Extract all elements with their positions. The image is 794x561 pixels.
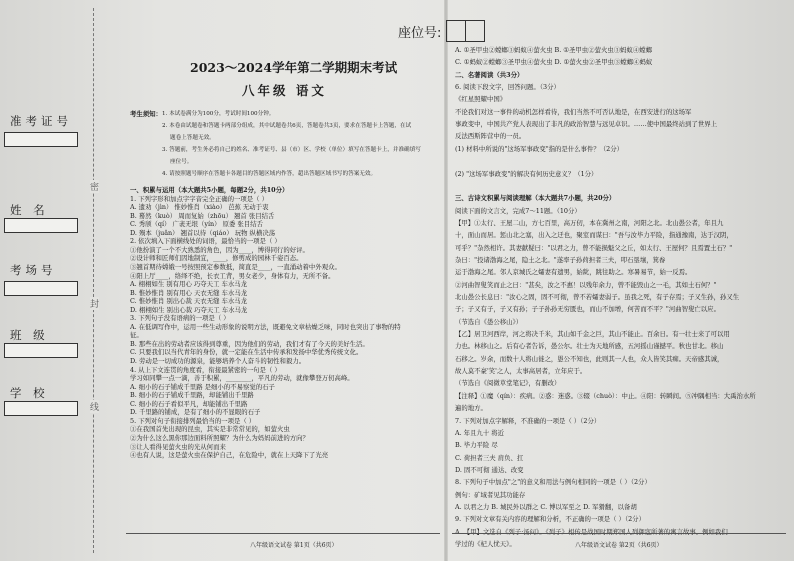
page-fold xyxy=(444,0,448,561)
text-line: ②为什么这么黑你那边面料所照耀？为什么为妈妈前进的方向？ xyxy=(130,433,309,442)
note-line: 2. 本卷由试题卷和答题卡两部分组成，其中试题卷共6页，答题卷共3页，要求在答题卡上答题，在试 xyxy=(162,123,412,129)
text-line: C. ①蚂蚁②螳螂③圣甲虫④萤火虫 D. ①萤火虫②圣甲虫③螳螂④蚂蚁 xyxy=(455,58,653,67)
binding-label: 姓 名 xyxy=(10,203,49,217)
text-line: 三、古诗文积累与阅读理解（本大题共7小题，共20分） xyxy=(455,194,616,203)
exam-title: 2023～2024学年第二学期期末考试 xyxy=(190,60,398,75)
text-line: ①他扮演了一个不大熟悉的角色，因为____，博得同行的好评。 xyxy=(130,245,309,254)
text-line: 【甲】①太行、王屋二山，方七百里，高万仞，本在冀州之南，河阳之北。北山愚公者，年且九 xyxy=(455,218,724,227)
exam-subtitle: 八年级 语文 xyxy=(242,83,327,98)
seal-char: 密 xyxy=(90,180,99,193)
text-line: A. ①圣甲虫②螳螂③蚂蚁④萤火虫 B. ①圣甲虫②萤火虫③蚂蚁④螳螂 xyxy=(455,46,653,54)
text-line: 事政变中，中国共产党人表现出了非凡的政治智慧与远见卓识。……使中国最终站到了世界上 xyxy=(455,120,718,129)
class-box[interactable] xyxy=(4,343,78,358)
text-line: 遍的地方。 xyxy=(455,404,487,413)
text-line: B. 惟妙惟肖 别有用心 天衣无缝 车水马龙 xyxy=(130,288,248,297)
text-line: 杂曰："投诸渤海之尾，隐土之北。"遂率子孙荷担者三夫，叩石垦壤，箕畚 xyxy=(455,255,666,264)
exam-number-box[interactable] xyxy=(4,132,78,147)
text-line: （节选自《阅微草堂笔记》，有删改） xyxy=(455,379,561,388)
text-line: 力也。林移山之。后有心者告诉，愚公尔。壮士为天地所感，五河摇山谨撼平。秋也甘北。移山 xyxy=(455,342,724,351)
text-line: D. 栩栩如生 别出心裁 巧夺天工 车水马龙 xyxy=(130,305,248,314)
seal-line xyxy=(93,8,94,553)
binding-strip xyxy=(0,0,120,561)
school-box[interactable] xyxy=(4,401,78,416)
text-line: (2) "这场军事政变"的解决有何历史意义？（1分） xyxy=(455,169,598,178)
seat-label: 座位号: xyxy=(398,26,442,41)
text-line: ②设计师和匠师们因地制宜，____，修剪成的园林千姿百态。 xyxy=(130,254,303,263)
text-line: C. 惟妙惟肖 别出心裁 天衣无缝 车水马龙 xyxy=(130,297,248,306)
text-line: 7. 下列对加点字解释，不准确的一项是（ ）（2分） xyxy=(455,416,601,425)
text-line: A. 【甲】文选自《列子·汤问》。《列子》相传是战国时期郑国人列御寇所著的寓言故事。例如我们 xyxy=(455,527,728,536)
notes-heading: 考生须知： xyxy=(130,110,162,118)
text-line: B. 蓦然（kuò） 周而复始（zhōu） 翘首 张目结舌 xyxy=(130,211,275,220)
text-line: A. 以君之力 B. 城民外以群之 C. 博以军至之 D. 军猾翻，以备胡 xyxy=(455,502,637,511)
page-footer: 八年级语文试卷 第1页（共6页） xyxy=(250,542,338,549)
note-line: 3. 答题前，考生务必将自己的姓名、准考证号、县（市）区、学校（单位）填写在答题卡上，并准确填写 xyxy=(162,147,421,153)
text-line: 二、名著阅读（共3分） xyxy=(455,70,524,79)
text-line: 学习如同攀一点一滴，善于积累，________，平凡的劳动，就像攀登万仞高峰。 xyxy=(130,374,354,383)
seat-box[interactable] xyxy=(446,20,466,42)
text-line: 9. 下列对文章有关内容的理解和分析，不正确的一项是（ ）（2分） xyxy=(455,515,645,524)
text-line: B. 那些在出的劳动者应该得到尊重，因为他们的劳动，我们才有了今天的美好生活。 xyxy=(130,339,369,348)
binding-label: 班 级 xyxy=(10,328,49,342)
text-line: (1) 材料中所说的"这场军事政变"指的是什么事件？（2分） xyxy=(455,144,624,153)
seal-char: 封 xyxy=(90,297,99,310)
text-line: 2. 依次填入下面横线处的词语，最恰当的一项是（ ） xyxy=(130,237,281,246)
text-line: 例句：矿域者见其功能存 xyxy=(455,490,526,499)
text-line: C. 细小的石子看似平凡，却能铺出千里路 xyxy=(130,399,248,408)
text-line: ③让人看得见萤火虫的光从何而来 xyxy=(130,442,226,451)
text-line: D. 劳动是一切成功的源泉，能够培养个人奋斗的韧性和毅力。 xyxy=(130,357,306,365)
left-footer-rule xyxy=(126,533,440,534)
note-line: 座位号。 xyxy=(170,159,193,165)
note-line: 4. 请按照题号顺序在答题卡各题目的答题区域内作答，超出答题区域书写的答案无效。 xyxy=(162,171,377,177)
name-box[interactable] xyxy=(4,218,78,233)
text-line: B. 细小的石子铺成千里路，却能铺出千里路 xyxy=(130,391,254,400)
text-line: 阅读下面的文言文，完成7～11题。（10分） xyxy=(455,206,581,215)
text-line: B. 毕力平险 尽 xyxy=(455,441,498,450)
seal-char: 线 xyxy=(90,400,99,413)
text-line: （节选自《愚公移山》） xyxy=(455,317,523,326)
text-line: 反法西斯阵营中的一员。 xyxy=(455,132,526,141)
text-line: 【乙】居卫河西岸，河之将决千米，其山如千金之巨，其山不能止。百余日。有一壮士来了可以用 xyxy=(455,330,730,339)
text-line: 十，面山而居。惩山北之塞，出入之迂也，聚室而谋曰："吾与汝毕力平险，指通豫南，达于汉阴， xyxy=(455,231,733,240)
right-footer-rule xyxy=(452,533,786,534)
text-line: A. 遗劝（jìn） 惟妙惟肖（xiào） 芭蕉 无动于衷 xyxy=(130,203,269,212)
text-line: ④也有人说，这是萤火虫在保护自己，在危险中，就在上天降下了光亮 xyxy=(130,451,329,460)
text-line: 6. 阅读下段文字，回答问题。（3分） xyxy=(455,83,560,92)
exam-room-box[interactable] xyxy=(4,281,78,296)
text-line: 【注释】①魔（qín）：疾病。②惑：迷惑。③辍（chuò）：中止。④阳：转瞬间。⑤冲隅相当：大禹治水所 xyxy=(455,391,756,400)
text-line: 一、积累与运用（本大题共5小题，每题2分，共10分） xyxy=(130,186,289,194)
text-line: D. 固不可彻 通达、改变 xyxy=(455,465,524,474)
text-line: 学过的《杞人忧天》。 xyxy=(455,540,516,548)
text-line: 子；子又有子，子又有孙；子子孙孙无穷匮也，而山不加增，何苦而不平？"河曲智叟亡以应。 xyxy=(455,305,720,314)
text-line: A. 细小的石子铺成千里路 是细小的不易察觉的石子 xyxy=(130,382,275,391)
text-line: ②河曲智叟笑而止之曰："甚矣，汝之不惠！以残年余力，曾不能毁山之一毛，其如土石何？" xyxy=(455,280,717,289)
text-line: 5. 下列对句子衔接排列最恰当的一项是（ ） xyxy=(130,416,256,425)
text-line: 运于渤海之尾。邻人京城氏之孀妻有遗男，始龀，跳往助之。寒暑易节，始一反焉。 xyxy=(455,268,692,277)
text-line: A. 在低调写作中，运用一些生动形象的说明方法，既避免文章枯燥乏味，同时也突出了事物的特 xyxy=(130,322,401,331)
text-line: A. 栩栩如生 别有用心 巧夺天工 车水马龙 xyxy=(130,280,248,289)
text-line: D. 殒本（juǎn） 翘首以待（qiáo） 玩物 纵横决荡 xyxy=(130,228,276,237)
text-line: C. 秀颀（qí） 广袤无垠（yín） 原委 张目结舌 xyxy=(130,220,263,229)
binding-label: 考场号 xyxy=(10,263,57,277)
note-line: 题卷上答题无效。 xyxy=(170,135,215,141)
text-line: 征。 xyxy=(130,331,143,340)
text-line: 8. 下列句子中加点"之"的意义和用法与例句相同的一项是（ ）（2分） xyxy=(455,478,651,487)
text-line: 3. 下列句子没有语病的一项是（ ） xyxy=(130,314,230,323)
text-line: 故人莫不豪'笑'之人，太事高居者，立年应于。 xyxy=(455,367,587,376)
text-line: 1. 下列字形和加点字字音完全正确的一项是（ ） xyxy=(130,194,268,203)
text-line: ③翘首期待嫦娥一号按照预定参数抵，简直是____，一直涌动着中外观众。 xyxy=(130,262,341,271)
binding-label: 学 校 xyxy=(10,386,49,400)
text-line: 石移之。岁余，而数十人将山徙之，愚公不知也，此则其一人也，众人皆笑其痴。天帝感其诚， xyxy=(455,354,724,363)
seat-box[interactable] xyxy=(465,20,485,42)
binding-label: 准考证号 xyxy=(10,114,72,128)
text-line: 《红星照耀中国》 xyxy=(455,95,507,104)
text-line: ①在我国首先出现的昆虫，其实是非常常见的，如萤火虫 xyxy=(130,425,290,434)
page-footer: 八年级语文试卷 第2页（共6页） xyxy=(575,542,663,549)
text-line: 4. 从上下文连贯的角度看，衔接最紧密的一句是（ ） xyxy=(130,365,281,374)
text-line: C. 只要我们以当代青年的身份，就一定能在生活中传承和发扬中华优秀传统文化。 xyxy=(130,348,363,357)
text-line: 可乎？"杂然相许。其妻献疑曰："以君之力，曾不能损魁父之丘，如太行、王屋何？且焉置土石？" xyxy=(455,243,733,252)
note-line: 1. 本试卷满分为100分，考试时间100分钟。 xyxy=(162,111,275,117)
text-line: ④阳上厅____，络绎不绝，长衣工背，男女老少，身体有力，无所不备。 xyxy=(130,271,335,280)
text-line: 不论我们对这一事件的动机怎样看待，我们当然不可否认地是，在西安进行的这场军 xyxy=(455,107,692,116)
text-line: C. 荷担者三夫 肩负、扛 xyxy=(455,453,524,462)
text-line: 北山愚公长息曰："汝心之固，固不可彻，曾不若孀妻弱子。虽我之死，有子存焉；子又生孙，孙又生 xyxy=(455,293,740,301)
text-line: D. 千里路的铺成，是有了细小的不显眼的石子 xyxy=(130,408,261,417)
text-line: A. 年且九十 将近 xyxy=(455,428,505,437)
